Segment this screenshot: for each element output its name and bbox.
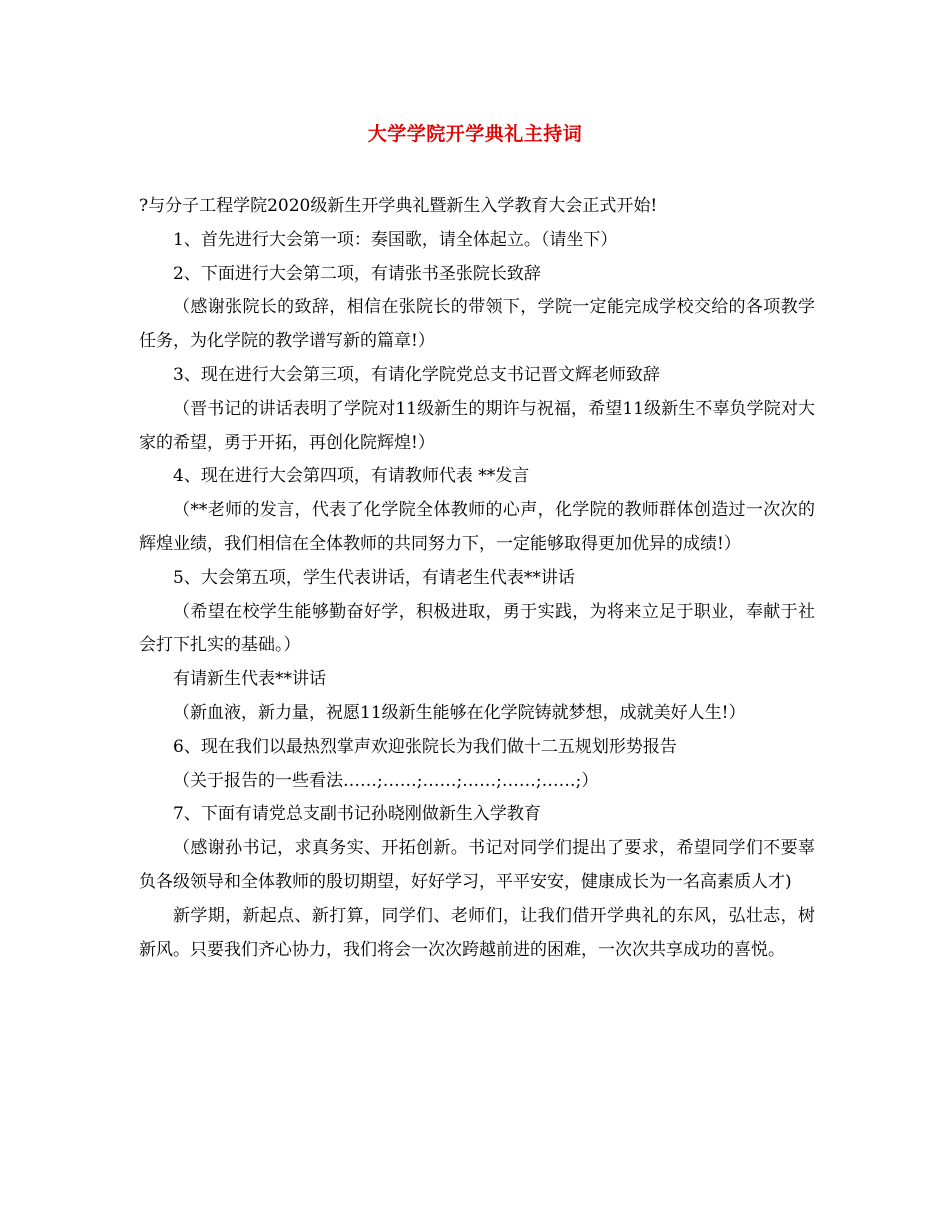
paragraph: 新学期，新起点、新打算，同学们、老师们，让我们借开学典礼的东风，弘壮志，树新风。只要我们齐心协力，我们将会一次次跨越前进的困难，一次次共享成功的喜悦。 xyxy=(139,905,815,960)
paragraph: 6、现在我们以最热烈掌声欢迎张院长为我们做十二五规划形势报告 xyxy=(173,736,677,757)
document-title: 大学学院开学典礼主持词 xyxy=(367,123,583,145)
document-body xyxy=(139,190,815,967)
paragraph: 2、下面进行大会第二项，有请张书圣张院长致辞 xyxy=(173,263,541,284)
paragraph: 3、现在进行大会第三项，有请化学院党总支书记晋文辉老师致辞 xyxy=(173,364,660,385)
paragraph: （希望在校学生能够勤奋好学，积极进取，勇于实践，为将来立足于职业，奉献于社会打下扎实的基础。） xyxy=(139,601,815,656)
paragraph: 7、下面有请党总支副书记孙晓刚做新生入学教育 xyxy=(173,804,541,825)
paragraph: （晋书记的讲话表明了学院对11级新生的期许与祝福，希望11级新生不辜负学院对大家的希望，勇于开拓，再创化院辉煌!） xyxy=(139,398,815,453)
paragraph: （感谢张院长的致辞，相信在张院长的带领下，学院一定能完成学校交给的各项教学任务，为化学院的教学谱写新的篇章!） xyxy=(139,297,815,352)
paragraph: 有请新生代表**讲话 xyxy=(173,669,326,690)
paragraph: 5、大会第五项，学生代表讲话，有请老生代表**讲话 xyxy=(173,567,575,588)
paragraph: （**老师的发言，代表了化学院全体教师的心声，化学院的教师群体创造过一次次的辉煌业绩，我们相信在全体教师的共同努力下，一定能够取得更加优异的成绩!） xyxy=(139,500,815,554)
paragraph: 4、现在进行大会第四项，有请教师代表 **发言 xyxy=(173,466,530,487)
paragraph: 1、首先进行大会第一项：奏国歌，请全体起立。（请坐下） xyxy=(173,229,618,250)
paragraph: （感谢孙书记，求真务实、开拓创新。书记对同学们提出了要求，希望同学们不要辜负各级领导和全体教师的殷切期望，好好学习，平平安安，健康成长为一名高素质人才) xyxy=(139,838,815,892)
paragraph: （关于报告的一些看法……;……;……;……;……;……;） xyxy=(173,770,599,791)
paragraph: （新血液，新力量，祝愿11级新生能够在化学院铸就梦想，成就美好人生!） xyxy=(173,702,746,723)
paragraph: ?与分子工程学院2020级新生开学典礼暨新生入学教育大会正式开始! xyxy=(139,196,658,216)
